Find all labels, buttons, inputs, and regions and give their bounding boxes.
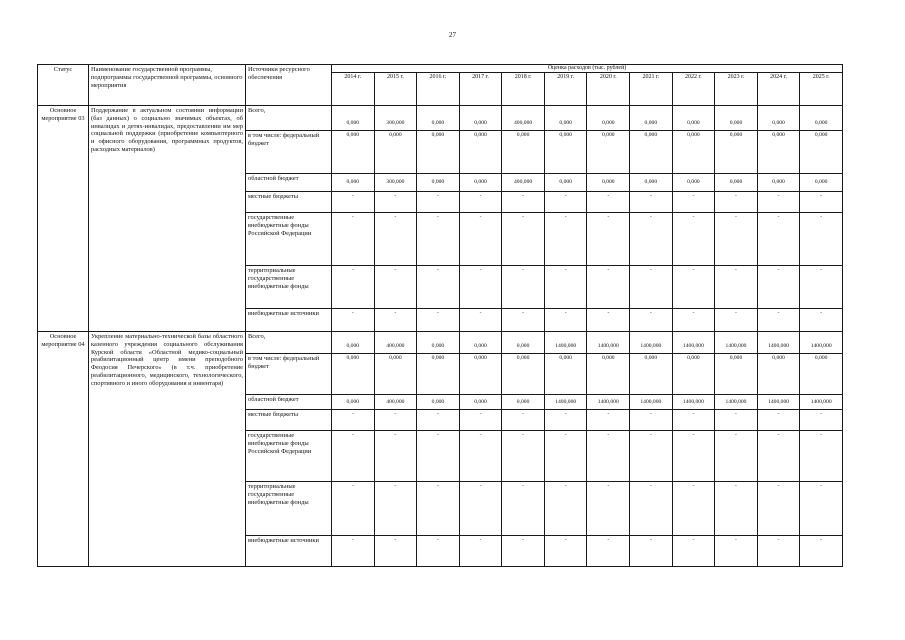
expense-value: - (715, 431, 758, 482)
expense-value: 1400,000 (757, 395, 800, 410)
expense-value: - (715, 536, 758, 567)
expense-value: - (587, 266, 630, 309)
header-estimate: Оценка расходов (тыс. рублей) (332, 65, 843, 73)
header-year: 2015 г. (374, 73, 417, 106)
activity-name: Укрепление материально-технической базы областного казенного учреждения социального обслуживания Курской области «Областной медико-социальный реабилитационный центр имени преподобного Феодосия Печерского» (в т.ч. приобретение реабилитационного, медицинского, технологического, спортивного и иного оборудования и инвентаря) (89, 332, 246, 567)
expense-value: 400,000 (374, 332, 417, 354)
expense-value: - (502, 309, 545, 332)
expense-value: 0,000 (587, 174, 630, 192)
expense-value: - (417, 536, 460, 567)
table-header (38, 65, 843, 106)
header-year: 2022 г. (672, 73, 715, 106)
funding-source: областной бюджет (246, 395, 332, 410)
expense-value: 0,000 (332, 174, 375, 192)
expense-value: 0,000 (544, 174, 587, 192)
expense-value: 0,000 (459, 131, 502, 174)
expense-value: 1400,000 (587, 332, 630, 354)
page-number: 27 (449, 31, 456, 39)
activity-name: Поддержание в актуальном состоянии информации (баз данных) о социально значимых объектах, об инвалидах и детях-инвалидах, предоставлении им мер социальной поддержки (приобретение компьютерного и офисного оборудования, программных продуктов, расходных материалов) (89, 106, 246, 332)
header-year: 2018 г. (502, 73, 545, 106)
expense-value: - (800, 266, 843, 309)
expense-value: - (544, 192, 587, 213)
expense-value: - (417, 213, 460, 266)
expense-value: - (672, 213, 715, 266)
expense-value: 400,000 (374, 395, 417, 410)
expense-value: - (757, 213, 800, 266)
header-name: Наименование государственной программы, подпрограммы государственной программы, основного мероприятия (89, 65, 246, 106)
header-year: 2025 г. (800, 73, 843, 106)
header-year: 2014 г. (332, 73, 375, 106)
header-status: Статус (38, 65, 89, 106)
expense-value: - (502, 536, 545, 567)
expense-value: 300,000 (374, 106, 417, 131)
funding-source: Всего, (246, 106, 332, 131)
expense-value: 0,000 (587, 106, 630, 131)
expense-value: 0,000 (630, 106, 673, 131)
expense-value: 1400,000 (715, 332, 758, 354)
header-source: Источники ресурсного обеспечения (246, 65, 332, 106)
funding-source: областной бюджет (246, 174, 332, 192)
expense-value: - (757, 410, 800, 431)
expense-value: - (672, 309, 715, 332)
expense-value: 0,000 (715, 131, 758, 174)
expense-value: 1400,000 (544, 332, 587, 354)
expense-value: 0,000 (757, 106, 800, 131)
table-row (38, 106, 843, 131)
expense-value: 0,000 (587, 354, 630, 395)
budget-table (37, 64, 843, 567)
expense-value: - (630, 482, 673, 536)
expense-value: - (459, 266, 502, 309)
expense-value: - (715, 213, 758, 266)
expense-value: - (502, 431, 545, 482)
expense-value: 0,000 (715, 174, 758, 192)
expense-value: 1400,000 (672, 395, 715, 410)
table-row (38, 332, 843, 354)
expense-value: - (417, 410, 460, 431)
funding-source: местные бюджеты (246, 192, 332, 213)
expense-value: 0,000 (544, 354, 587, 395)
expense-value: 1400,000 (672, 332, 715, 354)
expense-value: - (332, 266, 375, 309)
expense-value: - (459, 309, 502, 332)
expense-value: - (630, 213, 673, 266)
table-body (38, 106, 843, 567)
expense-value: - (800, 482, 843, 536)
expense-value: - (672, 431, 715, 482)
expense-value: - (374, 536, 417, 567)
expense-value: 0,000 (630, 174, 673, 192)
expense-value: 0,000 (672, 131, 715, 174)
expense-value: 0,000 (417, 106, 460, 131)
expense-value: - (544, 309, 587, 332)
funding-source: территориальные государственные внебюджетные фонды (246, 266, 332, 309)
expense-value: - (417, 482, 460, 536)
expense-value: - (757, 266, 800, 309)
expense-value: - (672, 482, 715, 536)
expense-value: - (800, 410, 843, 431)
expense-value: 0,000 (800, 106, 843, 131)
expense-value: - (757, 482, 800, 536)
expense-value: 0,000 (630, 131, 673, 174)
expense-value: 0,000 (544, 106, 587, 131)
activity-status: Основное мероприятие 03 (38, 106, 89, 332)
expense-value: - (332, 192, 375, 213)
expense-value: 0,000 (544, 131, 587, 174)
funding-source: Всего, (246, 332, 332, 354)
expense-value: - (630, 536, 673, 567)
expense-value: - (417, 431, 460, 482)
expense-value: - (800, 213, 843, 266)
expense-value: - (459, 482, 502, 536)
expense-value: - (544, 410, 587, 431)
expense-value: 0,000 (459, 332, 502, 354)
expense-value: 1400,000 (800, 332, 843, 354)
expense-value: 0,000 (757, 131, 800, 174)
expense-value: - (757, 309, 800, 332)
expense-value: 0,000 (332, 332, 375, 354)
funding-source: в том числе: федеральный бюджет (246, 354, 332, 395)
expense-value: - (630, 410, 673, 431)
funding-source: местные бюджеты (246, 410, 332, 431)
expense-value: 0,000 (502, 395, 545, 410)
header-year: 2017 г. (459, 73, 502, 106)
expense-value: 1400,000 (800, 395, 843, 410)
expense-value: 0,000 (757, 354, 800, 395)
expense-value: 0,000 (332, 131, 375, 174)
header-year: 2016 г. (417, 73, 460, 106)
expense-value: - (417, 192, 460, 213)
expense-value: 0,000 (459, 354, 502, 395)
expense-value: 1400,000 (630, 395, 673, 410)
expense-value: - (587, 309, 630, 332)
expense-value: - (630, 192, 673, 213)
expense-value: - (332, 309, 375, 332)
expense-value: 0,000 (800, 354, 843, 395)
expense-value: - (502, 410, 545, 431)
expense-value: - (374, 266, 417, 309)
expense-value: - (544, 431, 587, 482)
expense-value: 0,000 (417, 354, 460, 395)
expense-value: 0,000 (672, 174, 715, 192)
expense-value: 300,000 (374, 174, 417, 192)
expense-value: 400,000 (502, 174, 545, 192)
expense-value: - (544, 266, 587, 309)
expense-value: - (715, 410, 758, 431)
expense-value: - (332, 431, 375, 482)
expense-value: - (332, 482, 375, 536)
expense-value: - (374, 431, 417, 482)
expense-value: 1400,000 (544, 395, 587, 410)
expense-value: - (672, 192, 715, 213)
expense-value: - (459, 410, 502, 431)
funding-source: государственные внебюджетные фонды Российской Федерации (246, 431, 332, 482)
header-year: 2020 г. (587, 73, 630, 106)
expense-value: - (800, 309, 843, 332)
expense-value: - (672, 410, 715, 431)
expense-value: 0,000 (459, 106, 502, 131)
expense-value: - (587, 431, 630, 482)
expense-value: 0,000 (630, 354, 673, 395)
funding-source: в том числе: федеральный бюджет (246, 131, 332, 174)
expense-value: 0,000 (417, 131, 460, 174)
expense-value: - (502, 213, 545, 266)
header-year: 2023 г. (715, 73, 758, 106)
expense-value: 0,000 (417, 395, 460, 410)
expense-value: - (757, 536, 800, 567)
expense-value: 0,000 (502, 332, 545, 354)
expense-value: 1400,000 (587, 395, 630, 410)
expense-value: - (332, 213, 375, 266)
header-year: 2019 г. (544, 73, 587, 106)
funding-source: территориальные государственные внебюджетные фонды (246, 482, 332, 536)
expense-value: 0,000 (757, 174, 800, 192)
expense-value: 0,000 (672, 354, 715, 395)
expense-value: - (672, 536, 715, 567)
header-year: 2024 г. (757, 73, 800, 106)
expense-value: - (630, 431, 673, 482)
expense-value: - (630, 266, 673, 309)
expense-value: - (715, 266, 758, 309)
expense-value: - (587, 482, 630, 536)
expense-value: 1400,000 (715, 395, 758, 410)
expense-value: 0,000 (332, 395, 375, 410)
expense-value: - (332, 536, 375, 567)
expense-value: 0,000 (374, 131, 417, 174)
expense-value: - (374, 482, 417, 536)
expense-value: 0,000 (417, 332, 460, 354)
expense-value: - (374, 410, 417, 431)
expense-value: 0,000 (459, 174, 502, 192)
activity-status: Основное мероприятие 04 (38, 332, 89, 567)
expense-value: 0,000 (459, 395, 502, 410)
funding-source: государственные внебюджетные фонды Российской Федерации (246, 213, 332, 266)
expense-value: - (587, 213, 630, 266)
expense-value: - (417, 266, 460, 309)
expense-value: - (544, 482, 587, 536)
expense-value: - (459, 536, 502, 567)
expense-value: - (757, 431, 800, 482)
expense-value: - (715, 192, 758, 213)
expense-value: - (332, 410, 375, 431)
expense-value: - (459, 431, 502, 482)
expense-value: 1400,000 (757, 332, 800, 354)
expense-value: 0,000 (502, 131, 545, 174)
expense-value: 0,000 (800, 174, 843, 192)
expense-value: 0,000 (417, 174, 460, 192)
expense-value: - (544, 536, 587, 567)
expense-value: - (587, 410, 630, 431)
expense-value: 0,000 (672, 106, 715, 131)
expense-value: - (544, 213, 587, 266)
expense-value: 1400,000 (630, 332, 673, 354)
expense-value: - (630, 309, 673, 332)
expense-value: - (374, 309, 417, 332)
expense-value: - (587, 192, 630, 213)
expense-value: - (672, 266, 715, 309)
expense-value: - (459, 213, 502, 266)
expense-value: - (715, 309, 758, 332)
expense-value: 0,000 (715, 354, 758, 395)
expense-value: - (459, 192, 502, 213)
expense-value: - (800, 536, 843, 567)
expense-value: - (800, 431, 843, 482)
expense-value: - (800, 192, 843, 213)
expense-value: - (374, 213, 417, 266)
expense-value: - (502, 482, 545, 536)
expense-value: - (502, 192, 545, 213)
expense-value: - (502, 266, 545, 309)
expense-value: 0,000 (800, 131, 843, 174)
expense-value: 0,000 (332, 354, 375, 395)
expense-value: 400,000 (502, 106, 545, 131)
expense-value: 0,000 (374, 354, 417, 395)
expense-value: - (417, 309, 460, 332)
expense-value: 0,000 (502, 354, 545, 395)
expense-value: - (587, 536, 630, 567)
expense-value: 0,000 (587, 131, 630, 174)
funding-source: внебюджетные источники (246, 309, 332, 332)
expense-value: - (757, 192, 800, 213)
expense-value: 0,000 (332, 106, 375, 131)
expense-value: 0,000 (715, 106, 758, 131)
funding-source: внебюджетные источники (246, 536, 332, 567)
expense-value: - (374, 192, 417, 213)
expense-value: - (715, 482, 758, 536)
header-year: 2021 г. (630, 73, 673, 106)
